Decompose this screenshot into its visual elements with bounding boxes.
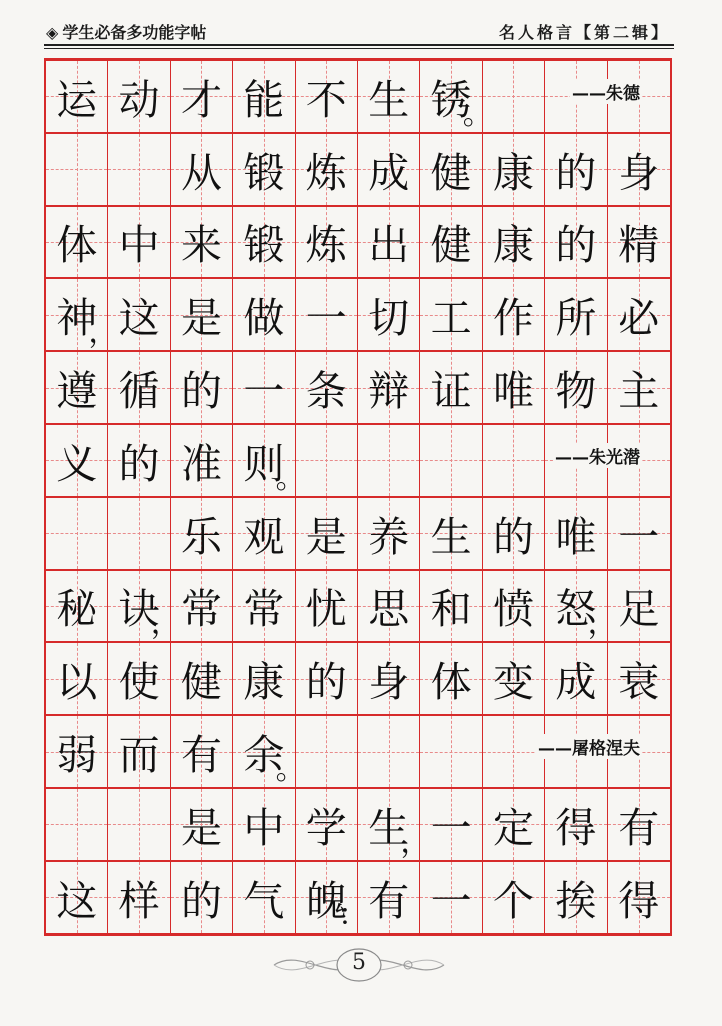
character bbox=[483, 425, 544, 496]
grid-cell bbox=[171, 425, 233, 496]
grid-cell bbox=[108, 643, 170, 714]
grid-cell bbox=[296, 789, 358, 860]
grid-cell bbox=[608, 789, 670, 860]
grid-cell bbox=[420, 716, 482, 787]
grid-cell bbox=[296, 352, 358, 423]
grid-cell bbox=[358, 425, 420, 496]
character: 衰 bbox=[618, 658, 660, 707]
character: 循 bbox=[118, 367, 160, 416]
grid-cell bbox=[545, 352, 607, 423]
character: 体 bbox=[430, 658, 472, 707]
character: 有 bbox=[180, 731, 222, 780]
character: 忧 bbox=[305, 585, 347, 634]
character: 健 bbox=[430, 221, 472, 270]
grid-cell bbox=[46, 571, 108, 642]
character: 体 bbox=[56, 221, 98, 270]
grid-cell bbox=[296, 134, 358, 205]
grid-row bbox=[46, 788, 670, 861]
character: 余 bbox=[243, 731, 285, 780]
grid-cell bbox=[233, 862, 295, 933]
grid-cell bbox=[233, 207, 295, 278]
punctuation-mark: ， bbox=[88, 315, 119, 351]
character: 是 bbox=[180, 294, 222, 343]
character: 生 bbox=[368, 803, 410, 852]
character: 生 bbox=[430, 512, 472, 561]
character: 一 bbox=[430, 876, 472, 925]
character: 一 bbox=[430, 803, 472, 852]
character: 则 bbox=[243, 439, 285, 488]
grid-cell bbox=[358, 134, 420, 205]
character: 学 bbox=[305, 803, 347, 852]
character: 气 bbox=[243, 876, 285, 925]
character: 诀 bbox=[118, 585, 160, 634]
character: 必 bbox=[618, 294, 660, 343]
character: 变 bbox=[492, 658, 534, 707]
character bbox=[46, 498, 107, 569]
character: 观 bbox=[243, 512, 285, 561]
grid-cell bbox=[608, 207, 670, 278]
quote-attribution: ——屠格涅夫 bbox=[536, 734, 642, 759]
character: 以 bbox=[56, 658, 98, 707]
grid-row bbox=[46, 642, 670, 715]
character: 唯 bbox=[555, 512, 597, 561]
grid-cell bbox=[46, 425, 108, 496]
character: 中 bbox=[243, 803, 285, 852]
character: 这 bbox=[56, 876, 98, 925]
grid-cell bbox=[420, 643, 482, 714]
grid-cell bbox=[171, 279, 233, 350]
grid-cell bbox=[483, 134, 545, 205]
grid-cell bbox=[608, 352, 670, 423]
character: 样 bbox=[118, 876, 160, 925]
character: 运 bbox=[56, 75, 98, 124]
punctuation-mark: 。 bbox=[462, 96, 493, 132]
character: 常 bbox=[180, 585, 222, 634]
grid-cell bbox=[420, 862, 482, 933]
character: 这 bbox=[118, 294, 160, 343]
character: 条 bbox=[305, 367, 347, 416]
punctuation-mark: ： bbox=[338, 897, 368, 933]
character: 辩 bbox=[368, 367, 410, 416]
character: 的 bbox=[492, 512, 534, 561]
grid-cell bbox=[108, 498, 170, 569]
grid-row bbox=[46, 570, 670, 643]
grid-cell bbox=[483, 789, 545, 860]
character bbox=[108, 789, 169, 860]
grid-cell bbox=[358, 352, 420, 423]
character: 能 bbox=[243, 75, 285, 124]
character: 和 bbox=[430, 585, 472, 634]
character: 挨 bbox=[555, 876, 597, 925]
character: 个 bbox=[492, 876, 534, 925]
grid-cell bbox=[296, 498, 358, 569]
practice-grid bbox=[44, 58, 672, 936]
grid-cell bbox=[108, 425, 170, 496]
grid-cell bbox=[171, 716, 233, 787]
character: 养 bbox=[368, 512, 410, 561]
character bbox=[483, 716, 544, 787]
diamond-icon: ◈ bbox=[46, 23, 59, 42]
character: 身 bbox=[368, 658, 410, 707]
grid-cell bbox=[420, 425, 482, 496]
character: 义 bbox=[56, 439, 98, 488]
character bbox=[46, 134, 107, 205]
grid-row bbox=[46, 861, 670, 934]
character: 遵 bbox=[56, 367, 98, 416]
grid-row bbox=[46, 278, 670, 351]
grid-cell bbox=[46, 134, 108, 205]
character: 常 bbox=[243, 585, 285, 634]
grid-cell bbox=[608, 279, 670, 350]
grid-cell bbox=[483, 571, 545, 642]
grid-cell bbox=[233, 61, 295, 132]
character: 康 bbox=[492, 148, 534, 197]
punctuation-mark: ， bbox=[150, 606, 181, 642]
character: 才 bbox=[180, 75, 222, 124]
grid-row bbox=[46, 715, 670, 788]
character: 中 bbox=[118, 221, 160, 270]
punctuation-mark: 。 bbox=[275, 751, 306, 787]
grid-cell bbox=[171, 789, 233, 860]
grid-cell bbox=[608, 643, 670, 714]
grid-cell bbox=[171, 498, 233, 569]
grid-cell bbox=[358, 571, 420, 642]
page-number: 5 bbox=[352, 950, 366, 975]
grid-cell bbox=[545, 862, 607, 933]
character bbox=[46, 789, 107, 860]
grid-cell bbox=[233, 279, 295, 350]
header-left-title bbox=[46, 20, 206, 43]
grid-cell bbox=[420, 279, 482, 350]
character: 怒 bbox=[555, 585, 597, 634]
grid-cell bbox=[108, 134, 170, 205]
character: 弱 bbox=[56, 731, 98, 780]
character: 不 bbox=[305, 75, 347, 124]
grid-row bbox=[46, 424, 670, 497]
character: 主 bbox=[618, 367, 660, 416]
character: 神 bbox=[56, 294, 98, 343]
character: 炼 bbox=[305, 221, 347, 270]
grid-cell bbox=[608, 498, 670, 569]
grid-cell bbox=[171, 207, 233, 278]
grid-cell bbox=[483, 279, 545, 350]
grid-cell bbox=[233, 643, 295, 714]
grid-cell bbox=[545, 789, 607, 860]
grid-cell bbox=[358, 207, 420, 278]
character: 健 bbox=[180, 658, 222, 707]
character: 一 bbox=[305, 294, 347, 343]
character: 的 bbox=[555, 221, 597, 270]
grid-cell bbox=[108, 207, 170, 278]
grid-cell bbox=[608, 862, 670, 933]
grid-cell bbox=[420, 352, 482, 423]
grid-cell bbox=[171, 862, 233, 933]
book-title: 学生必备多功能字帖 bbox=[62, 23, 207, 42]
character: 的 bbox=[180, 367, 222, 416]
character: 有 bbox=[368, 876, 410, 925]
character bbox=[108, 134, 169, 205]
character: 准 bbox=[180, 439, 222, 488]
grid-cell bbox=[171, 134, 233, 205]
grid-row bbox=[46, 497, 670, 570]
grid-cell bbox=[108, 61, 170, 132]
character: 定 bbox=[492, 803, 534, 852]
grid-row bbox=[46, 133, 670, 206]
grid-cell bbox=[108, 862, 170, 933]
grid-cell bbox=[483, 498, 545, 569]
character: 是 bbox=[305, 512, 347, 561]
grid-cell bbox=[483, 207, 545, 278]
character: 锈 bbox=[430, 75, 472, 124]
grid-cell bbox=[108, 352, 170, 423]
grid-cell bbox=[233, 571, 295, 642]
character: 精 bbox=[618, 221, 660, 270]
character: 唯 bbox=[492, 367, 534, 416]
grid-cell bbox=[545, 643, 607, 714]
grid-cell bbox=[420, 134, 482, 205]
character bbox=[420, 716, 481, 787]
header-rule bbox=[44, 44, 674, 46]
grid-cell bbox=[171, 352, 233, 423]
grid-cell bbox=[233, 789, 295, 860]
grid-cell bbox=[296, 571, 358, 642]
punctuation-mark: ， bbox=[587, 606, 618, 642]
character: 作 bbox=[492, 294, 534, 343]
grid-cell bbox=[46, 352, 108, 423]
grid-cell bbox=[358, 61, 420, 132]
character: 炼 bbox=[305, 148, 347, 197]
grid-cell bbox=[46, 498, 108, 569]
grid-cell bbox=[296, 643, 358, 714]
grid-row bbox=[46, 206, 670, 279]
character: 的 bbox=[305, 658, 347, 707]
grid-cell bbox=[358, 716, 420, 787]
character: 康 bbox=[243, 658, 285, 707]
grid-cell bbox=[233, 352, 295, 423]
quote-attribution: ——朱光潜 bbox=[553, 443, 642, 468]
character: 康 bbox=[492, 221, 534, 270]
character: 秘 bbox=[56, 585, 98, 634]
header-rule-thin bbox=[44, 48, 674, 49]
grid-cell bbox=[296, 279, 358, 350]
character: 得 bbox=[555, 803, 597, 852]
grid-cell bbox=[46, 61, 108, 132]
grid-cell bbox=[358, 498, 420, 569]
grid-cell bbox=[358, 643, 420, 714]
grid-cell bbox=[545, 498, 607, 569]
character: 愤 bbox=[492, 585, 534, 634]
character: 的 bbox=[180, 876, 222, 925]
character: 得 bbox=[618, 876, 660, 925]
character bbox=[358, 425, 419, 496]
character: 出 bbox=[368, 221, 410, 270]
grid-cell bbox=[483, 352, 545, 423]
grid-cell bbox=[545, 279, 607, 350]
character: 而 bbox=[118, 731, 160, 780]
character: 锻 bbox=[243, 221, 285, 270]
grid-cell bbox=[46, 789, 108, 860]
character: 足 bbox=[618, 585, 660, 634]
grid-cell bbox=[296, 207, 358, 278]
quote-attribution: ——朱德 bbox=[570, 79, 642, 104]
punctuation-mark: 。 bbox=[275, 460, 306, 496]
character: 思 bbox=[368, 585, 410, 634]
character: 物 bbox=[555, 367, 597, 416]
grid-cell bbox=[483, 643, 545, 714]
grid-cell bbox=[46, 643, 108, 714]
grid-cell bbox=[46, 862, 108, 933]
character: 的 bbox=[555, 148, 597, 197]
grid-cell bbox=[420, 207, 482, 278]
grid-cell bbox=[108, 789, 170, 860]
character: 的 bbox=[118, 439, 160, 488]
grid-cell bbox=[420, 571, 482, 642]
character: 成 bbox=[555, 658, 597, 707]
grid-cell bbox=[233, 498, 295, 569]
character: 切 bbox=[368, 294, 410, 343]
grid-cell bbox=[483, 862, 545, 933]
grid-cell bbox=[545, 207, 607, 278]
header-right-title: 名人格言【第二辑】 bbox=[498, 23, 670, 42]
grid-cell bbox=[171, 643, 233, 714]
character: 动 bbox=[118, 75, 160, 124]
character: 使 bbox=[118, 658, 160, 707]
grid-cell bbox=[46, 207, 108, 278]
character: 是 bbox=[180, 803, 222, 852]
grid-cell bbox=[545, 134, 607, 205]
punctuation-mark: ， bbox=[400, 824, 431, 860]
character: 身 bbox=[618, 148, 660, 197]
character: 来 bbox=[180, 221, 222, 270]
character: 做 bbox=[243, 294, 285, 343]
character: 工 bbox=[430, 294, 472, 343]
grid-cell bbox=[108, 716, 170, 787]
character bbox=[358, 716, 419, 787]
grid-cell bbox=[420, 498, 482, 569]
character: 锻 bbox=[243, 148, 285, 197]
character: 一 bbox=[618, 512, 660, 561]
grid-cell bbox=[483, 425, 545, 496]
character: 健 bbox=[430, 148, 472, 197]
character: 生 bbox=[368, 75, 410, 124]
grid-cell bbox=[171, 61, 233, 132]
grid-cell bbox=[608, 134, 670, 205]
grid-cell bbox=[358, 279, 420, 350]
character: 证 bbox=[430, 367, 472, 416]
character: 一 bbox=[243, 367, 285, 416]
grid-cell bbox=[296, 61, 358, 132]
character: 有 bbox=[618, 803, 660, 852]
character bbox=[420, 425, 481, 496]
grid-row bbox=[46, 351, 670, 424]
character: 乐 bbox=[180, 512, 222, 561]
grid-cell bbox=[233, 134, 295, 205]
character: 魄 bbox=[305, 876, 347, 925]
character: 从 bbox=[180, 148, 222, 197]
character: 成 bbox=[368, 148, 410, 197]
grid-row bbox=[46, 60, 670, 133]
grid-cell bbox=[46, 716, 108, 787]
character: 所 bbox=[555, 294, 597, 343]
character bbox=[108, 498, 169, 569]
